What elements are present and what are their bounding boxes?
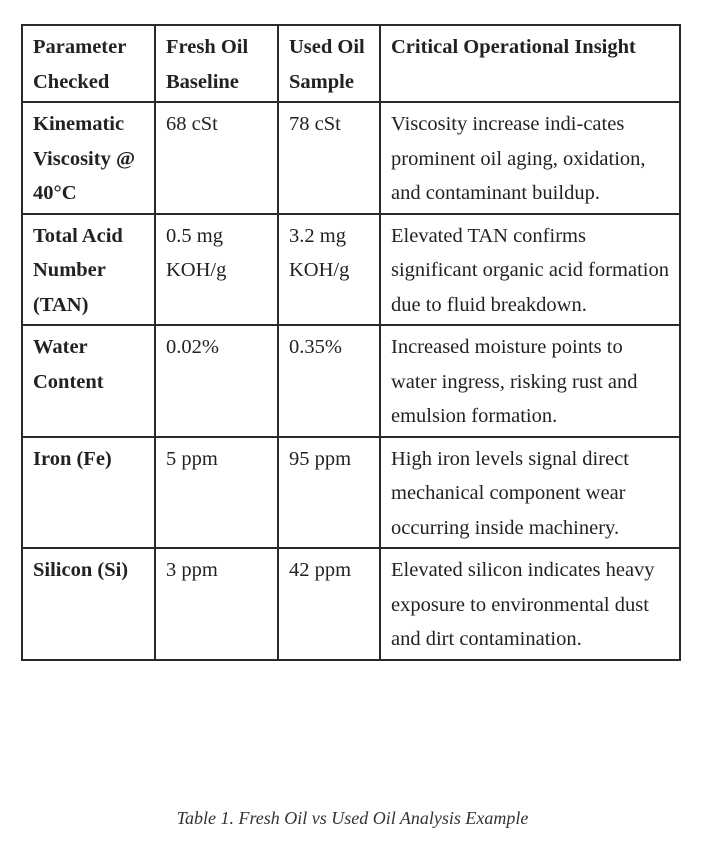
header-insight: Critical Operational Insight	[380, 25, 680, 102]
row-used-value: 42 ppm	[278, 548, 380, 660]
row-insight: Elevated silicon indicates heavy exposure to environmental dust and dirt contamination.	[380, 548, 680, 660]
row-used-value: 95 ppm	[278, 437, 380, 549]
row-fresh-value: 0.02%	[155, 325, 278, 437]
oil-analysis-table	[21, 24, 681, 661]
row-fresh-value: 68 cSt	[155, 102, 278, 214]
table-row	[22, 548, 680, 660]
row-fresh-value: 5 ppm	[155, 437, 278, 549]
header-fresh-oil: Fresh Oil Baseline	[155, 25, 278, 102]
row-insight: Viscosity increase indi-cates prominent oil aging, oxidation, and contaminant buildup.	[380, 102, 680, 214]
header-used-oil: Used Oil Sample	[278, 25, 380, 102]
table-row	[22, 214, 680, 326]
row-insight: Increased moisture points to water ingress, risking rust and emulsion formation.	[380, 325, 680, 437]
row-used-value: 78 cSt	[278, 102, 380, 214]
row-used-value: 0.35%	[278, 325, 380, 437]
row-fresh-value: 0.5 mg KOH/g	[155, 214, 278, 326]
table-row	[22, 325, 680, 437]
table-header-row	[22, 25, 680, 102]
row-fresh-value: 3 ppm	[155, 548, 278, 660]
row-parameter: Silicon (Si)	[22, 548, 155, 660]
table-caption: Table 1. Fresh Oil vs Used Oil Analysis Example	[176, 808, 529, 828]
row-used-value: 3.2 mg KOH/g	[278, 214, 380, 326]
header-parameter: Parameter Checked	[22, 25, 155, 102]
row-parameter: Total Acid Number (TAN)	[22, 214, 155, 326]
row-parameter: Water Content	[22, 325, 155, 437]
row-parameter: Iron (Fe)	[22, 437, 155, 549]
table-row	[22, 102, 680, 214]
table-row	[22, 437, 680, 549]
row-parameter: Kinematic Viscosity @ 40°C	[22, 102, 155, 214]
row-insight: Elevated TAN confirms significant organic acid formation due to fluid breakdown.	[380, 214, 680, 326]
row-insight: High iron levels signal direct mechanical component wear occurring inside machinery.	[380, 437, 680, 549]
